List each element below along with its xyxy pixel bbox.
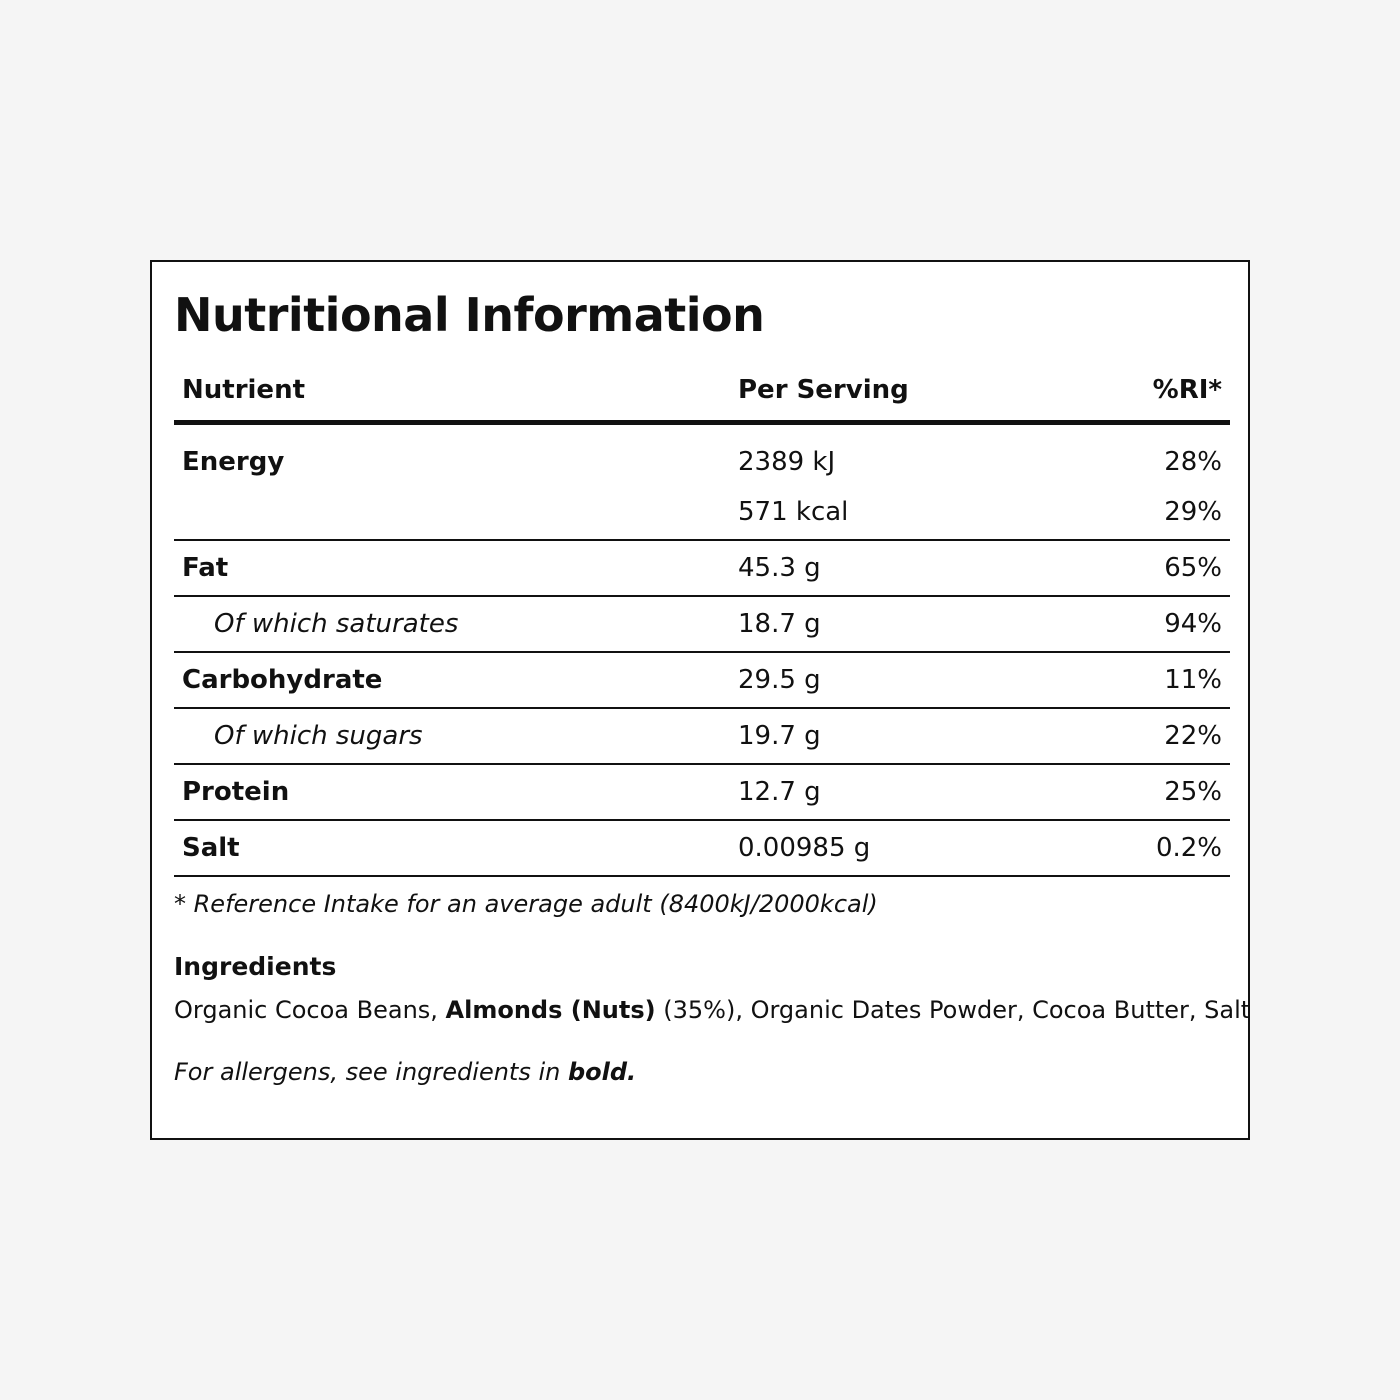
ingredients-text: (35%), Organic Dates Powder, Cocoa Butter, Salt xyxy=(655,996,1251,1024)
header-ri: %RI* xyxy=(1046,366,1230,423)
nutrient-value: 0.00985 g xyxy=(730,820,1046,876)
nutrient-name: Protein xyxy=(174,764,730,820)
nutrient-ri: 94% xyxy=(1046,596,1230,652)
nutrient-value: 19.7 g xyxy=(730,708,1046,764)
nutrient-value: 18.7 g xyxy=(730,596,1046,652)
header-per-serving: Per Serving xyxy=(730,366,1046,423)
allergen-ingredient: Almonds (Nuts) xyxy=(445,996,656,1024)
allergen-note-bold: bold. xyxy=(567,1058,637,1086)
ri-footnote: * Reference Intake for an average adult (8400kJ/2000kcal) xyxy=(174,890,878,918)
header-nutrient: Nutrient xyxy=(174,366,730,423)
nutrient-ri: 65% xyxy=(1046,540,1230,596)
table-row xyxy=(174,540,1230,596)
table-row xyxy=(174,652,1230,708)
nutrition-table xyxy=(174,366,1230,877)
nutrient-name: Carbohydrate xyxy=(174,652,730,708)
nutrient-name: Fat xyxy=(174,540,730,596)
nutrient-value: 45.3 g xyxy=(730,540,1046,596)
nutrient-value: 29.5 g xyxy=(730,652,1046,708)
label-title: Nutritional Information xyxy=(174,288,765,342)
allergen-note-text: For allergens, see ingredients in xyxy=(174,1058,568,1086)
nutrient-ri: 29% xyxy=(1046,485,1230,540)
ingredients-text: Organic Cocoa Beans, xyxy=(174,996,446,1024)
nutrient-ri: 0.2% xyxy=(1046,820,1230,876)
nutrient-name: Salt xyxy=(174,820,730,876)
nutrient-sub-name: Of which saturates xyxy=(174,596,730,652)
table-row xyxy=(174,708,1230,764)
allergen-note xyxy=(174,1058,636,1086)
nutrient-ri: 11% xyxy=(1046,652,1230,708)
nutrient-name: Energy xyxy=(182,447,285,477)
nutrient-ri: 28% xyxy=(1164,447,1222,477)
table-row xyxy=(174,764,1230,820)
table-row xyxy=(174,423,1230,486)
nutrient-name xyxy=(174,485,730,540)
nutrient-value: 571 kcal xyxy=(730,485,1046,540)
nutrient-ri: 22% xyxy=(1046,708,1230,764)
table-row xyxy=(174,820,1230,876)
table-row xyxy=(174,485,1230,540)
nutrient-ri: 25% xyxy=(1046,764,1230,820)
ingredients-list xyxy=(174,996,1250,1024)
ingredients-heading: Ingredients xyxy=(174,952,337,981)
table-header-row xyxy=(174,366,1230,423)
nutrient-value: 12.7 g xyxy=(730,764,1046,820)
nutrient-sub-name: Of which sugars xyxy=(174,708,730,764)
nutrition-label-card xyxy=(150,260,1250,1140)
table-row xyxy=(174,596,1230,652)
nutrient-value: 2389 kJ xyxy=(738,447,836,477)
